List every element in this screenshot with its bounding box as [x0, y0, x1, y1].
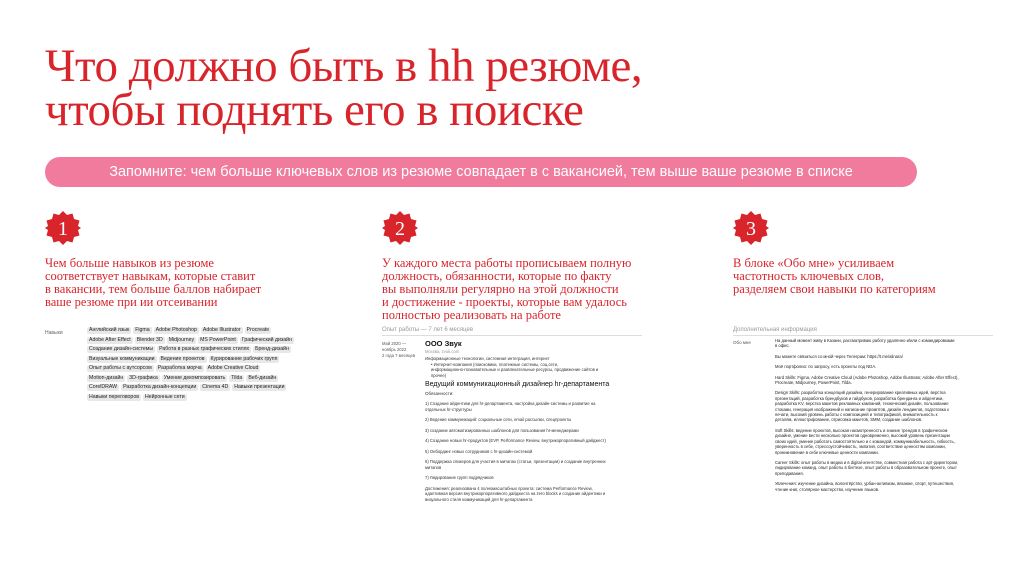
step-text-line: в вакансии, тем больше баллов набирает — [45, 282, 262, 296]
seal-badge-icon — [45, 210, 81, 246]
step-text-line: полностью реализовать на работе — [382, 308, 561, 322]
skill-tag: Навыки презентации — [234, 384, 285, 390]
responsibility-line: адаптивная версия внутрикорпоративного дайджеста на zero blocks и создание айдентики и — [425, 491, 606, 496]
about-line: своих идей, умение работать самостоятельно и с командой, коммуникабельность, гибкость, — [775, 438, 955, 444]
company-region: Москва, zvuk.com — [425, 349, 460, 354]
about-paragraph — [775, 481, 987, 492]
skill-tag: Разработка морча — [157, 365, 202, 371]
date-line: 2 года 7 месяцев — [382, 353, 416, 358]
skill-tag: Midjourney — [168, 336, 195, 343]
company-name: ООО Звук — [425, 339, 462, 348]
responsibility-line: 2) Ведение коммуникаций: социальные сети, email рассылки, спецпроекты — [425, 417, 572, 422]
job-position: Ведущий коммуникационный дизайнер hr-департамента — [425, 381, 610, 388]
about-paragraph — [775, 364, 987, 369]
skill-tag: MS PowerPoint — [200, 336, 236, 343]
skill-tag: Cinema 4D — [202, 384, 229, 390]
responsibility-line: 4) Создание новых hr-продуктов (EVP, Performance Review, внутрикорпоративный дайджест) — [425, 438, 606, 443]
experience-body — [425, 339, 640, 502]
about-line: стоками, генерация изображений и написание промптов, дизайн лендингов, подготовка к — [775, 406, 949, 412]
step-number: 3 — [746, 218, 756, 240]
skill-tag: Adobe Creative Cloud — [207, 365, 259, 371]
skill-tag: Веб-дизайн — [248, 374, 277, 381]
industry-line: информационно-познавательные и развлекательные ресурсы, продвижение сайтов и — [431, 367, 599, 372]
seal-badge-icon — [733, 210, 769, 246]
about-section — [733, 327, 993, 492]
title-line-2: чтобы поднять его в поиске — [45, 84, 584, 136]
about-line: Soft Skills: ведение проектов, высокая насмотренность и знание трендов в графическом — [775, 427, 948, 433]
about-label: Обо мне — [733, 340, 751, 345]
about-line: преподавания. — [775, 470, 804, 476]
step-badge-3 — [733, 210, 769, 246]
experience-section — [382, 327, 642, 502]
step-text-line: частотность ключевых слов, — [733, 269, 885, 283]
about-line: На данный момент живу в Казани, рассматриваю работу удалённо и/или с командировками — [775, 338, 955, 343]
about-line: презентаций, разработка брендбуков и гайдбуков, разработка брендинга и айдентики, — [775, 395, 944, 401]
about-paragraph — [775, 354, 987, 359]
industry-line: Информационные технологии, системная интеграция, интернет — [425, 356, 550, 361]
responsibility-item — [425, 475, 640, 481]
step-badge-1 — [45, 210, 81, 246]
about-line: разработка KV, верстка макетов рекламных кампаний, технический дизайн, пользование — [775, 401, 949, 407]
skill-tag: Разработка дизайн-концепции — [123, 384, 197, 390]
skill-tag: Нейронные сети — [144, 393, 185, 400]
industry-line: прочее) — [431, 372, 447, 378]
step-text-line: ваше резюме при ии отсеивании — [45, 295, 218, 309]
about-line: проникновение в себе ключевые ценности компании. — [775, 449, 879, 455]
skill-tag: Умение декомпозировать — [163, 374, 226, 381]
about-line: Procreate, Midjourney, PowerPoint, Tilda. — [775, 380, 852, 386]
skill-tag: Опыт работы с аутсорсом — [89, 365, 152, 371]
about-line: Career Skills: опыт работы в медиа и в digital-агентстве, совместная работа с арт-директором, — [775, 459, 959, 465]
about-paragraph — [775, 390, 987, 422]
skill-tag: Работа в разных графических стилях — [159, 346, 250, 352]
skills-label: Навыки — [45, 330, 63, 336]
skill-tag: Procreate — [246, 327, 270, 333]
responsibilities-title: Обязанности: — [425, 391, 454, 396]
step-text-line: вы выполняли регулярно на этой должности — [382, 282, 619, 296]
skill-tag: Motion-дизайн — [89, 374, 124, 381]
responsibility-item — [425, 428, 640, 434]
step-text-3 — [733, 257, 936, 296]
skill-tag: Tilda — [231, 374, 243, 381]
seal-badge-icon — [382, 210, 418, 246]
key-message-banner: Запомните: чем больше ключевых слов из резюме совпадает в с вакансией, тем выше ваше резюме в списке — [45, 157, 917, 187]
about-line: Увлечения: изучение дизайна, волонтёрство, урбан-активизм, вязание, спорт, путешествия, — [775, 481, 955, 487]
responsibility-item — [425, 449, 640, 455]
about-line: в офис. — [775, 343, 790, 349]
step-text-line: Чем больше навыков из резюме — [45, 256, 214, 270]
skill-tag: Визуальные коммуникации — [89, 355, 155, 362]
date-line: Май 2020 — — [382, 341, 407, 346]
responsibility-item — [425, 438, 640, 444]
page-title — [45, 40, 1005, 136]
skill-tag: Blender 3D — [136, 336, 163, 343]
step-number: 1 — [58, 218, 68, 240]
step-text-2 — [382, 257, 631, 322]
skill-tag: Навыки переговоров — [89, 393, 139, 400]
responsibility-item — [425, 417, 640, 423]
step-text-1 — [45, 257, 261, 309]
skill-tag: Ведение проектов — [160, 355, 205, 362]
company-industry — [425, 356, 640, 378]
step-text-line: и достижение - проекты, которые вам удалось — [382, 295, 627, 309]
responsibility-line: митапов — [425, 464, 442, 470]
skill-tag: Бренд-дизайн — [255, 346, 289, 352]
step-number: 2 — [395, 218, 405, 240]
skill-tag: Figma — [135, 327, 150, 333]
responsibility-line: 6) Поддержка спикеров для участия в митапах (статьи, презентации) и создание внутренних — [425, 459, 606, 464]
step-badge-2 — [382, 210, 418, 246]
about-line: печати, высокий уровень работы с композицией и типографикой, внимательность к — [775, 412, 938, 418]
about-header: Дополнительная информация — [733, 327, 993, 336]
skill-tag: Курирование рабочих групп — [210, 355, 278, 362]
about-body — [775, 338, 987, 497]
responsibility-line: визуального стиля коммуникаций для hr-департамента — [425, 496, 533, 502]
about-paragraph — [775, 428, 987, 455]
about-paragraph — [775, 460, 987, 476]
title-line-1: Что должно быть в hh резюме, — [45, 40, 643, 92]
responsibility-line: отдельных hr-структуры — [425, 406, 472, 412]
responsibility-line: 7) Лидирование групп подрядчиков — [425, 475, 494, 480]
date-line: ноябрь 2022 — [382, 347, 407, 352]
experience-header: Опыт работы — 7 лет 6 месяцев — [382, 327, 642, 336]
step-text-line: разделяем свои навыки по категориям — [733, 282, 936, 296]
skill-tag: Графический дизайн — [241, 336, 292, 343]
skill-tag: Adobe Photoshop — [155, 327, 197, 333]
experience-dates — [382, 341, 422, 359]
skill-tag: Создание дизайн-системы — [89, 346, 154, 352]
step-text-line: У каждого места работы прописываем полную — [382, 256, 632, 270]
responsibility-item — [425, 401, 640, 412]
step-text-line: должность, обязанности, которые по факту — [382, 269, 612, 283]
about-line: Hard Skills: Figma, Adobe Creative Cloud (Adobe Photoshop, Adobe Illustrator, Adobe After Effect), — [775, 374, 959, 380]
step-text-line: соответствует навыкам, которые ставит — [45, 269, 256, 283]
about-line: Моё портфолио: по запросу, есть проекты под NDA. — [775, 364, 877, 370]
about-line: деталям, иллюстрирование, отрисовка макетов, SMM, создание шаблонов. — [775, 417, 923, 423]
about-line: дизайне, умение вести несколько проектов одновременно, высокий уровень презентации — [775, 433, 950, 439]
skill-tag: Adobe Illustrator — [202, 327, 241, 333]
skill-tag: Adobe After Effect — [89, 336, 131, 343]
step-text-line: В блоке «Обо мне» усиливаем — [733, 256, 895, 270]
about-line: уверенность в себе, стрессоустойчивость, эмпатия, соответствие ценностям компании, — [775, 444, 946, 450]
industry-line: • Интернет-компания (поисковики, платежные системы, соц.сети, — [431, 361, 559, 367]
skill-tag: Английский язык — [89, 327, 130, 333]
responsibility-line: 1) Создание айдентики для hr-департамента, настройка дизайн-системы и развитие на — [425, 401, 596, 406]
about-line: Вы можете связаться со мной через Телеграм: https://t.me/alinara/ — [775, 353, 903, 359]
skill-tag: 3D-графика — [129, 374, 158, 381]
responsibilities-list — [425, 401, 640, 502]
skill-tag: CorelDRAW — [89, 384, 118, 390]
skill-tags — [87, 327, 302, 403]
responsibility-item — [425, 486, 640, 503]
about-line: лидирование команд, опыт работы в бигтехе, опыт работы в образовательном проекте, опыт — [775, 465, 957, 471]
about-line: чтение книг, столярное мастерство, изучение языков. — [775, 486, 880, 492]
about-line: Design Skills: разработка концепций дизайна, генерирование креативных идей, верстка — [775, 390, 946, 396]
responsibility-item — [425, 459, 640, 470]
responsibility-line: 3) создание автоматизированных шаблонов для пользования hr-менеджерами — [425, 427, 579, 433]
responsibility-line: Достижения: реализована 4 полномасштабных проекта: система Performance Review, — [425, 485, 593, 491]
about-paragraph — [775, 338, 987, 349]
about-paragraph — [775, 375, 987, 386]
responsibility-line: 5) Онбординг новых сотрудников с hr-дизайн-системой — [425, 448, 533, 454]
